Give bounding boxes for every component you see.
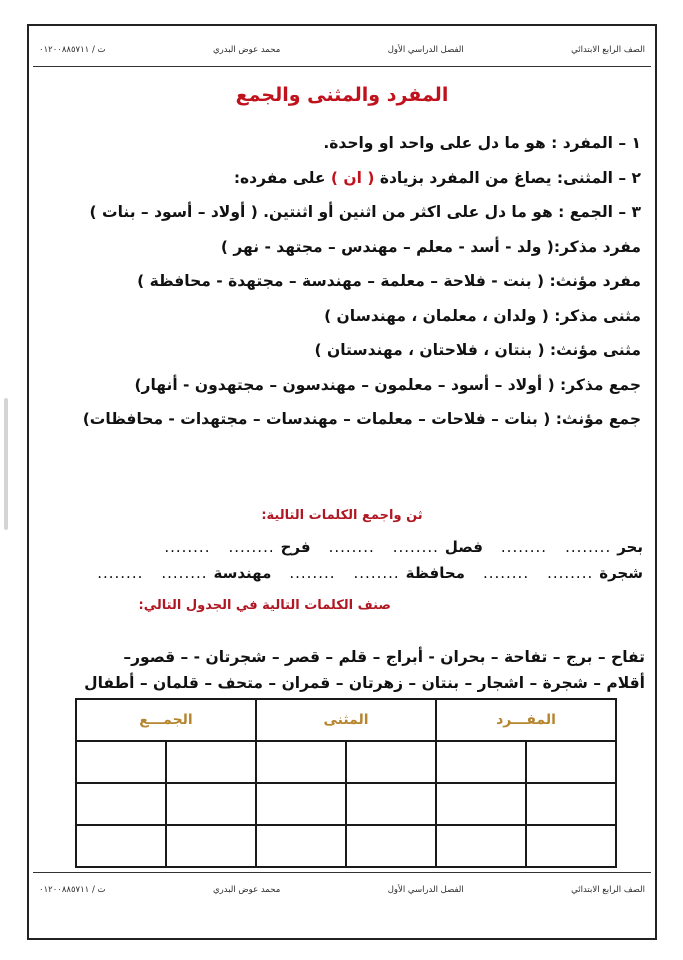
answer-cell[interactable] — [526, 741, 616, 783]
phone-number: ٠١٢٠٠٨٨٥٧١١ — [39, 45, 90, 55]
page-footer — [39, 880, 645, 900]
answer-cell[interactable] — [526, 825, 616, 867]
definition-line — [35, 299, 641, 334]
answer-cell[interactable] — [166, 741, 256, 783]
definition-text: مفرد مؤنث: ( بنت - فلاحة – معلمة – مهندسة – مجتهدة - محافظة ) — [137, 272, 641, 290]
header-plural: الجمـــع — [76, 699, 256, 741]
definition-text: مثنى مؤنث: ( بنتان ، فلاحتان ، مهندستان ) — [314, 341, 641, 359]
header-dual: المثنى — [256, 699, 436, 741]
exercise-item — [97, 564, 143, 582]
answer-cell[interactable] — [346, 825, 436, 867]
word-bank-line-1: تفاح – برج – تفاحة – بحران - أبراج – قلم – قصر – شجرتان - – قصور– — [123, 648, 645, 666]
definition-text: جمع مؤنث: ( بنات – فلاحات – معلمات – مهندسات – مجتهدات - محافظات) — [82, 410, 641, 428]
answer-cell[interactable] — [76, 741, 166, 783]
answer-blank[interactable]: ........ — [482, 564, 530, 582]
answer-cell[interactable] — [256, 741, 346, 783]
scrollbar-thumb[interactable] — [4, 398, 8, 530]
exercise-item — [501, 538, 547, 556]
answer-cell[interactable] — [346, 741, 436, 783]
answer-blank[interactable]: ........ — [164, 538, 211, 556]
footer-teacher-name: محمد عوض البدري — [212, 885, 281, 895]
classification-table — [75, 698, 617, 868]
exercise-word: فصل — [444, 538, 483, 556]
footer-term-label: الفصل الدراسي الأول — [387, 885, 464, 895]
phone-prefix: ت / — [91, 45, 106, 55]
table-header-row — [76, 699, 616, 741]
highlight-suffix: ( ان ) — [325, 168, 380, 187]
page-title: المفرد والمثنى والجمع — [235, 84, 449, 106]
exercise1-row2 — [41, 564, 643, 582]
answer-cell[interactable] — [346, 783, 436, 825]
definition-text: مثنى مذكر: ( ولدان ، معلمان ، مهندسان ) — [324, 306, 641, 325]
definition-line — [35, 333, 641, 368]
definitions-list — [35, 126, 641, 437]
exercise-word: محافظة — [405, 564, 465, 582]
exercise-word: شجرة — [599, 564, 643, 582]
definition-text: مفرد مذكر:( ولد - أسد - معلم – مهندس – مجتهد - نهر ) — [220, 237, 641, 256]
definition-text: ٣ – الجمع : هو ما دل على اكثر من اثنين أو اثنتين. ( أولاد – أسود – بنات ) — [89, 203, 641, 221]
definition-text: جمع مذكر: ( أولاد – أسود – معلمون – مهندسون – مجتهدون - أنهار) — [134, 375, 641, 394]
page-header — [39, 40, 645, 60]
footer-phone-number: ٠١٢٠٠٨٨٥٧١١ — [39, 885, 90, 895]
exercise1-row1 — [41, 538, 643, 556]
answer-cell[interactable] — [166, 825, 256, 867]
definition-line — [35, 161, 641, 196]
definition-line — [35, 126, 641, 161]
exercise-item — [547, 564, 643, 582]
answer-cell[interactable] — [76, 783, 166, 825]
exercise-item — [161, 564, 271, 582]
exercise-item — [354, 564, 465, 582]
exercise-word: مهندسة — [213, 564, 272, 582]
teacher-name: محمد عوض البدري — [212, 45, 281, 55]
answer-blank[interactable]: ........ — [547, 564, 594, 582]
exercise-item — [289, 564, 335, 582]
table-row — [76, 741, 616, 783]
header-singular: المفـــرد — [436, 699, 616, 741]
answer-blank[interactable]: ........ — [565, 538, 612, 556]
exercise-item — [483, 564, 529, 582]
exercise-item — [565, 538, 643, 556]
answer-cell[interactable] — [436, 741, 526, 783]
footer-phone-block — [39, 885, 106, 895]
word-bank-line-2: أقلام – شجرة – اشجار – بنتان – زهرتان – قمران – متحف – قلمان – أطفال — [84, 674, 645, 692]
definition-line — [35, 402, 641, 437]
definition-text: على مفرده: — [233, 168, 326, 187]
answer-blank[interactable]: ........ — [500, 538, 548, 556]
definition-line — [35, 264, 641, 299]
table-row — [76, 825, 616, 867]
footer-divider — [33, 872, 651, 873]
exercise1-heading: ثن واجمع الكلمات التالية: — [261, 508, 423, 523]
worksheet-frame — [27, 24, 657, 940]
exercise-item — [164, 538, 210, 556]
header-divider — [33, 66, 651, 67]
exercise-word: فرح — [280, 538, 311, 556]
phone-block — [39, 45, 106, 55]
answer-blank[interactable]: ........ — [161, 564, 208, 582]
answer-cell[interactable] — [256, 783, 346, 825]
answer-blank[interactable]: ........ — [353, 564, 400, 582]
answer-blank[interactable]: ........ — [289, 564, 336, 582]
exercise-item — [228, 538, 310, 556]
answer-cell[interactable] — [436, 825, 526, 867]
grade-label: الصف الرابع الابتدائي — [571, 45, 645, 55]
answer-cell[interactable] — [256, 825, 346, 867]
table-row — [76, 783, 616, 825]
answer-blank[interactable]: ........ — [328, 538, 375, 556]
answer-cell[interactable] — [436, 783, 526, 825]
answer-cell[interactable] — [166, 783, 256, 825]
definition-line — [35, 195, 641, 230]
answer-cell[interactable] — [526, 783, 616, 825]
exercise-item — [329, 538, 375, 556]
definition-text: ٢ – المثنى: يصاغ من المفرد بزيادة — [379, 168, 641, 187]
exercise-word: بحر — [617, 538, 643, 556]
definition-text: ١ – المفرد : هو ما دل على واحد او واحدة. — [323, 134, 641, 152]
term-label: الفصل الدراسي الأول — [387, 45, 464, 55]
exercise-item — [393, 538, 483, 556]
footer-grade-label: الصف الرابع الابتدائي — [571, 885, 645, 895]
answer-blank[interactable]: ........ — [392, 538, 439, 556]
definition-line — [35, 368, 641, 403]
answer-cell[interactable] — [76, 825, 166, 867]
footer-phone-prefix: ت / — [91, 885, 106, 895]
exercise2-heading: صنف الكلمات التالية في الجدول التالي: — [138, 598, 391, 613]
definition-line — [35, 230, 641, 265]
answer-blank[interactable]: ........ — [228, 538, 275, 556]
answer-blank[interactable]: ........ — [97, 564, 144, 582]
